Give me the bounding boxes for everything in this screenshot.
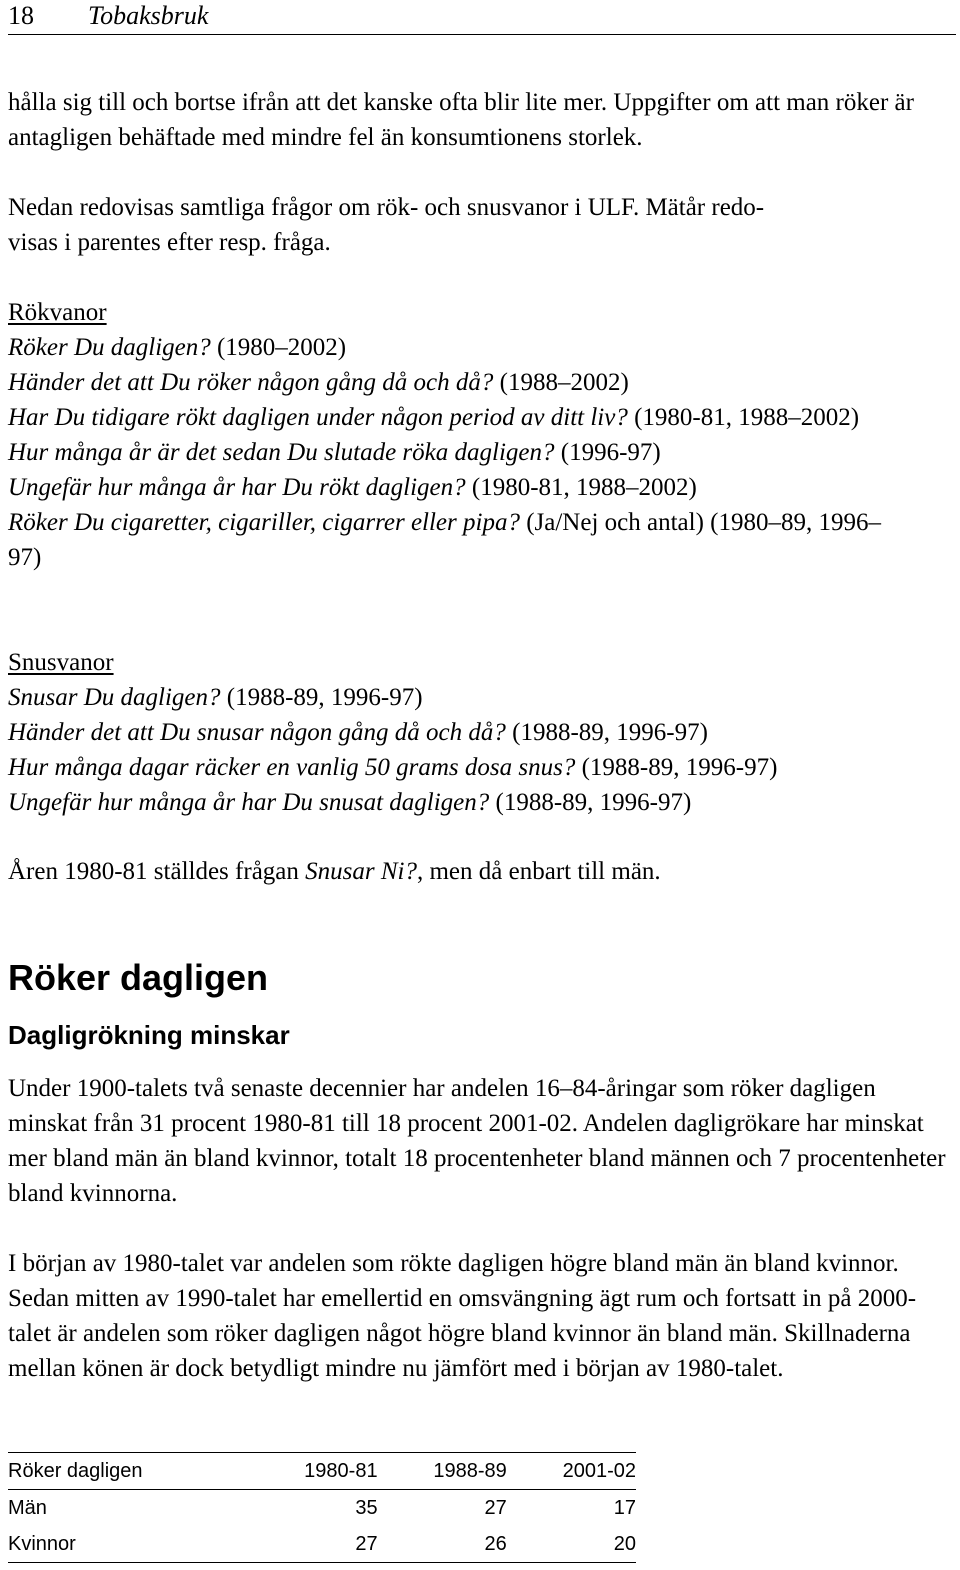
question-item: Ungefär hur många år har Du rökt dagligen? (1980-81, 1988–2002) (8, 474, 697, 501)
question-item: Hur många dagar räcker en vanlig 50 grams dosa snus? (1988-89, 1996-97) (8, 754, 778, 781)
section-title: Röker dagligen (8, 957, 269, 998)
table-cell: Kvinnor (8, 1532, 76, 1555)
intro-section-2 (8, 190, 953, 260)
page-header (8, 0, 956, 35)
table-cell: 17 (613, 1496, 636, 1519)
daily-smoking-table (8, 1452, 636, 1563)
question-item: Ungefär hur många år har Du snusat dagligen? (1988-89, 1996-97) (8, 789, 692, 816)
table-row (8, 1526, 636, 1563)
table-header-cell: Röker dagligen (8, 1459, 143, 1482)
table-row (8, 1490, 636, 1527)
table-cell: Män (8, 1496, 47, 1519)
table-cell: 35 (355, 1496, 378, 1519)
snus-heading: Snusvanor (8, 649, 114, 676)
question-item: Snusar Du dagligen? (1988-89, 1996-97) (8, 684, 423, 711)
table-header-row (8, 1453, 636, 1490)
table-header-cell: 1980-81 (304, 1459, 378, 1482)
table-header-cell: 1988-89 (433, 1459, 507, 1482)
intro-paragraph-2b: visas i parentes efter resp. fråga. (8, 229, 331, 256)
intro-section (8, 85, 953, 155)
intro-paragraph-2a: Nedan redovisas samtliga frågor om rök- och snusvanor i ULF. Mätår redo- (8, 194, 765, 221)
smoking-heading: Rökvanor (8, 299, 107, 326)
snus-questions (8, 645, 953, 820)
table-header-cell: 2001-02 (562, 1459, 636, 1482)
question-item: Röker Du dagligen? (1980–2002) (8, 334, 347, 361)
table-cell: 20 (613, 1532, 636, 1555)
question-item: Har Du tidigare rökt dagligen under någon period av ditt liv? (1980-81, 1988–2002) (8, 404, 860, 431)
section-paragraph-1: Under 1900-talets två senaste decennier har andelen 16–84-åringar som röker dagligen minskat från 31 procent 1980-81 till 18 procent 2001-02. Andelen dagligrökare har minskat mer bland män än bland kvinnor, totalt 18 procentenheter bland männen och 7 procentenheter bland kvinnorna. (8, 1075, 946, 1207)
page-number: 18 (8, 1, 34, 30)
question-item: Händer det att Du snusar någon gång då och då? (1988-89, 1996-97) (8, 719, 708, 746)
section-paragraph-2: I början av 1980-talet var andelen som rökte dagligen högre bland män än bland kvinnor. Sedan mitten av 1990-talet har emellertid en omsvängning ägt rum och fortsatt in på 2000-talet är andelen som röker dagligen något högre bland kvinnor än bland män. Skillnaderna mellan könen är dock betydligt mindre nu jämfört med i början av 1980-talet. (8, 1250, 917, 1382)
smoking-questions (8, 295, 953, 575)
running-title: Tobaksbruk (88, 1, 209, 30)
intro-paragraph-1: hålla sig till och bortse ifrån att det kanske ofta blir lite mer. Uppgifter om att man röker är antagligen behäftade med mindre fel än konsumtionens storlek. (8, 89, 914, 151)
table-cell: 27 (355, 1532, 378, 1555)
question-item: Hur många år är det sedan Du slutade röka dagligen? (1996-97) (8, 439, 661, 466)
snus-note: Åren 1980-81 ställdes frågan Snusar Ni?, men då enbart till män. (8, 858, 661, 885)
question-item: Röker Du cigaretter, cigariller, cigarrer eller pipa? (Ja/Nej och antal) (1980–89, 1996–97) (8, 509, 881, 571)
table-cell: 26 (484, 1532, 507, 1555)
table-cell: 27 (484, 1496, 507, 1519)
section-subtitle: Dagligrökning minskar (8, 1020, 290, 1050)
question-item: Händer det att Du röker någon gång då och då? (1988–2002) (8, 369, 629, 396)
